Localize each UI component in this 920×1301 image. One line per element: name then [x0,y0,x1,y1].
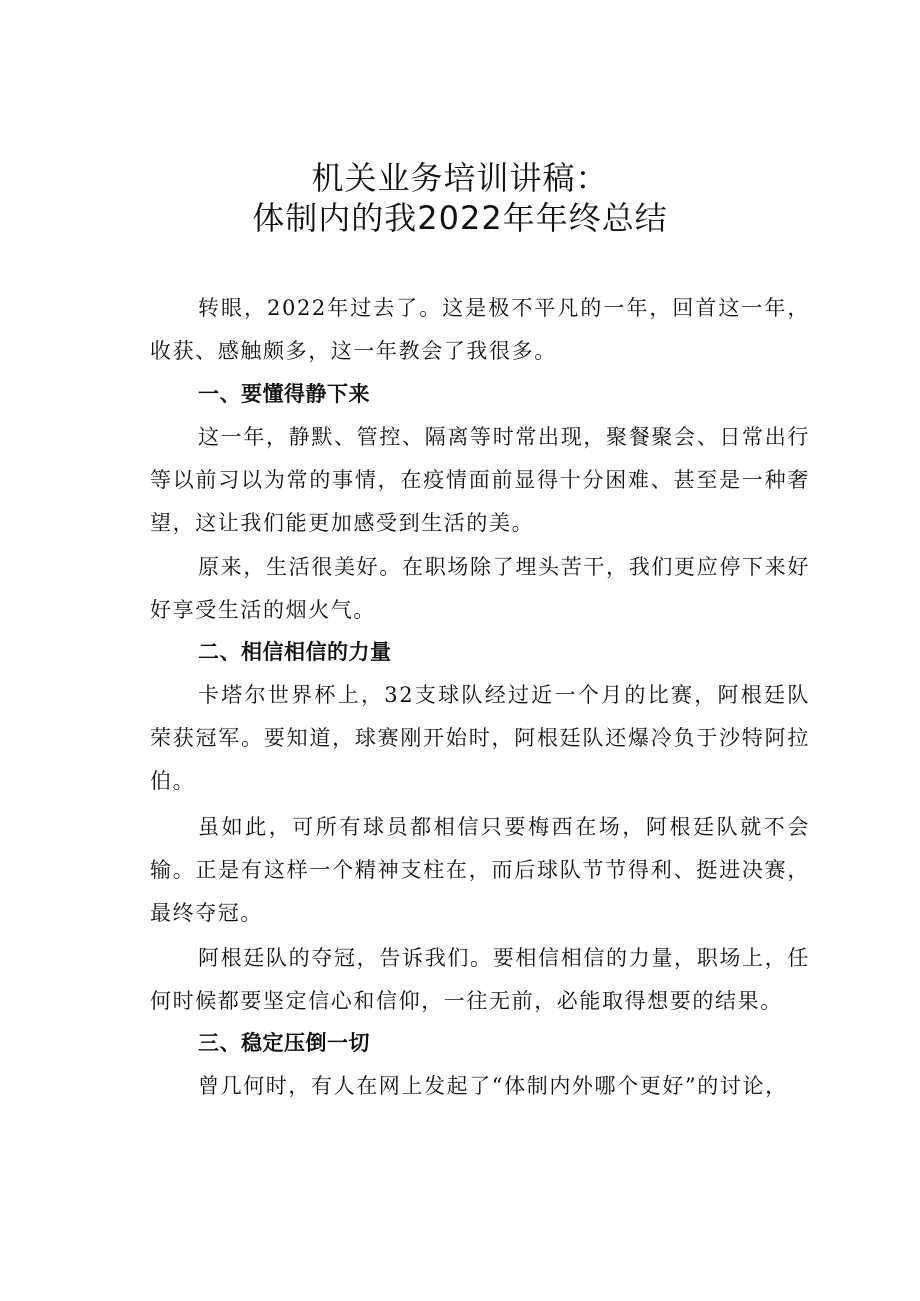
section-1-heading: 一、要懂得静下来 [198,382,370,406]
section-2-paragraph-3: 阿根廷队的夺冠，告诉我们。要相信相信的力量，职场上，任何时候都要坚定信心和信仰，一往无前，必能取得想要的结果。 [150,946,810,1013]
section-2-paragraph-1: 卡塔尔世界杯上，32支球队经过近一个月的比赛，阿根廷队荣获冠军。要知道，球赛刚开始时，阿根廷队还爆冷负于沙特阿拉伯。 [150,683,810,793]
document-title-line-2: 体制内的我2022年年终总结 [252,199,668,237]
section-1-paragraph-2: 原来，生活很美好。在职场除了埋头苦干，我们更应停下来好好享受生活的烟火气。 [150,555,810,622]
section-3-heading: 三、稳定压倒一切 [198,1031,370,1055]
section-2-heading: 二、相信相信的力量 [198,640,392,664]
document-title-line-1: 机关业务培训讲稿： [311,159,609,197]
section-3-paragraph-1: 曾几何时，有人在网上发起了“体制内外哪个更好”的讨论， [198,1074,788,1098]
section-1-paragraph-1: 这一年，静默、管控、隔离等时常出现，聚餐聚会、日常出行等以前习以为常的事情，在疫情面前显得十分困难、甚至是一种奢望，这让我们能更加感受到生活的美。 [150,425,810,535]
section-2-paragraph-2: 虽如此，可所有球员都相信只要梅西在场，阿根廷队就不会输。正是有这样一个精神支柱在，而后球队节节得利、挺进决赛，最终夺冠。 [150,815,810,925]
intro-paragraph: 转眼，2022年过去了。这是极不平凡的一年，回首这一年，收获、感触颇多，这一年教会了我很多。 [150,296,810,363]
